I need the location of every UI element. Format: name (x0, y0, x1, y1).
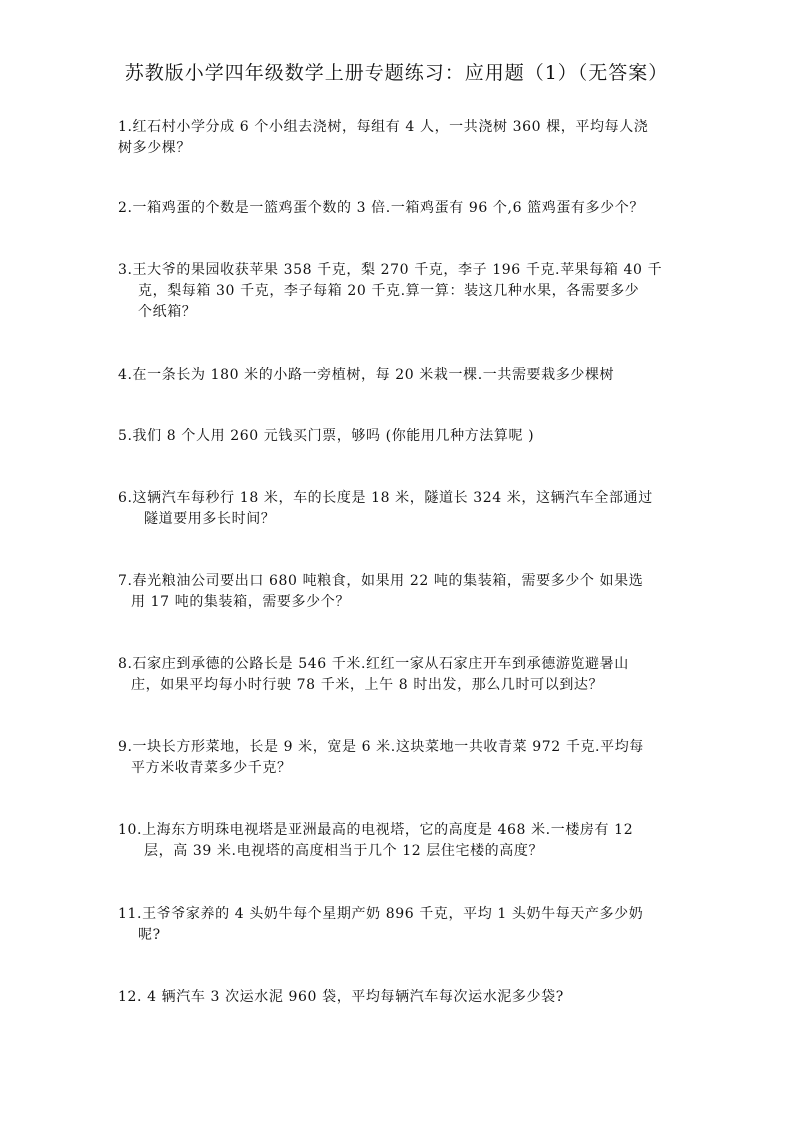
question-10-line-1: 10.上海东方明珠电视塔是亚洲最高的电视塔，它的高度是 468 米.一楼房有 12 (118, 822, 634, 838)
question-8-line-1: 8.石家庄到承德的公路长是 546 千米.红红一家从石家庄开车到承德游览避暑山 (118, 656, 629, 672)
document-title: 苏教版小学四年级数学上册专题练习：应用题（1）（无答案） (124, 62, 669, 84)
question-11-line-2: 呢? (138, 927, 161, 943)
question-8 (118, 654, 678, 696)
question-3-line-2: 克，梨每箱 30 千克，李子每箱 20 千克.算一算：装这几种水果，各需要多少 (138, 283, 640, 299)
question-10-line-2: 层，高 39 米.电视塔的高度相当于几个 12 层住宅楼的高度？ (144, 843, 544, 859)
question-4-line-1: 4.在一条长为 180 米的小路一旁植树，每 20 米栽一棵.一共需要栽多少棵树 (118, 367, 615, 383)
question-10 (118, 820, 678, 862)
question-9-line-1: 9.一块长方形菜地，长是 9 米，宽是 6 米.这块菜地一共收青菜 972 千克.平均每 (118, 739, 644, 755)
question-6-line-2: 隧道要用多长时间？ (144, 511, 276, 527)
question-11 (118, 904, 678, 946)
question-5-line-1: 5.我们 8 个人用 260 元钱买门票，够吗 (你能用几种方法算呢 ) (118, 428, 535, 444)
question-2 (118, 198, 678, 219)
question-9-line-2: 平方米收青菜多少千克？ (131, 760, 292, 776)
question-4 (118, 365, 678, 386)
question-7 (118, 571, 678, 613)
question-3-line-1: 3.王大爷的果园收获苹果 358 千克，梨 270 千克，李子 196 千克.苹果每箱 40 千 (118, 262, 663, 278)
question-11-line-1: 11.王爷爷家养的 4 头奶牛每个星期产奶 896 千克，平均 1 头奶牛每天产多少奶 (118, 906, 644, 922)
question-7-line-1: 7.春光粮油公司要出口 680 吨粮食，如果用 22 吨的集装箱，需要多少个 如果选 (118, 573, 644, 589)
question-1 (118, 117, 678, 159)
question-6 (118, 488, 678, 530)
question-6-line-1: 6.这辆汽车每秒行 18 米，车的长度是 18 米，隧道长 324 米，这辆汽车全部通过 (118, 490, 653, 506)
question-1-line-1: 1.红石村小学分成 6 个小组去浇树，每组有 4 人，一共浇树 360 棵，平均每人浇 (118, 119, 649, 135)
question-12 (118, 987, 678, 1008)
question-3-line-3: 个纸箱？ (138, 304, 197, 320)
question-9 (118, 737, 678, 779)
question-5 (118, 426, 678, 447)
question-3 (118, 260, 678, 323)
question-12-line-1: 12. 4 辆汽车 3 次运水泥 960 袋，平均每辆汽车每次运水泥多少袋? (118, 989, 564, 1005)
question-7-line-2: 用 17 吨的集装箱，需要多少个？ (131, 594, 350, 610)
question-8-line-2: 庄，如果平均每小时行驶 78 千米，上午 8 时出发，那么几时可以到达？ (131, 677, 604, 693)
question-2-line-1: 2.一箱鸡蛋的个数是一篮鸡蛋个数的 3 倍.一箱鸡蛋有 96 个,6 篮鸡蛋有多少个？ (118, 200, 644, 216)
question-1-line-2: 树多少棵？ (118, 140, 191, 156)
